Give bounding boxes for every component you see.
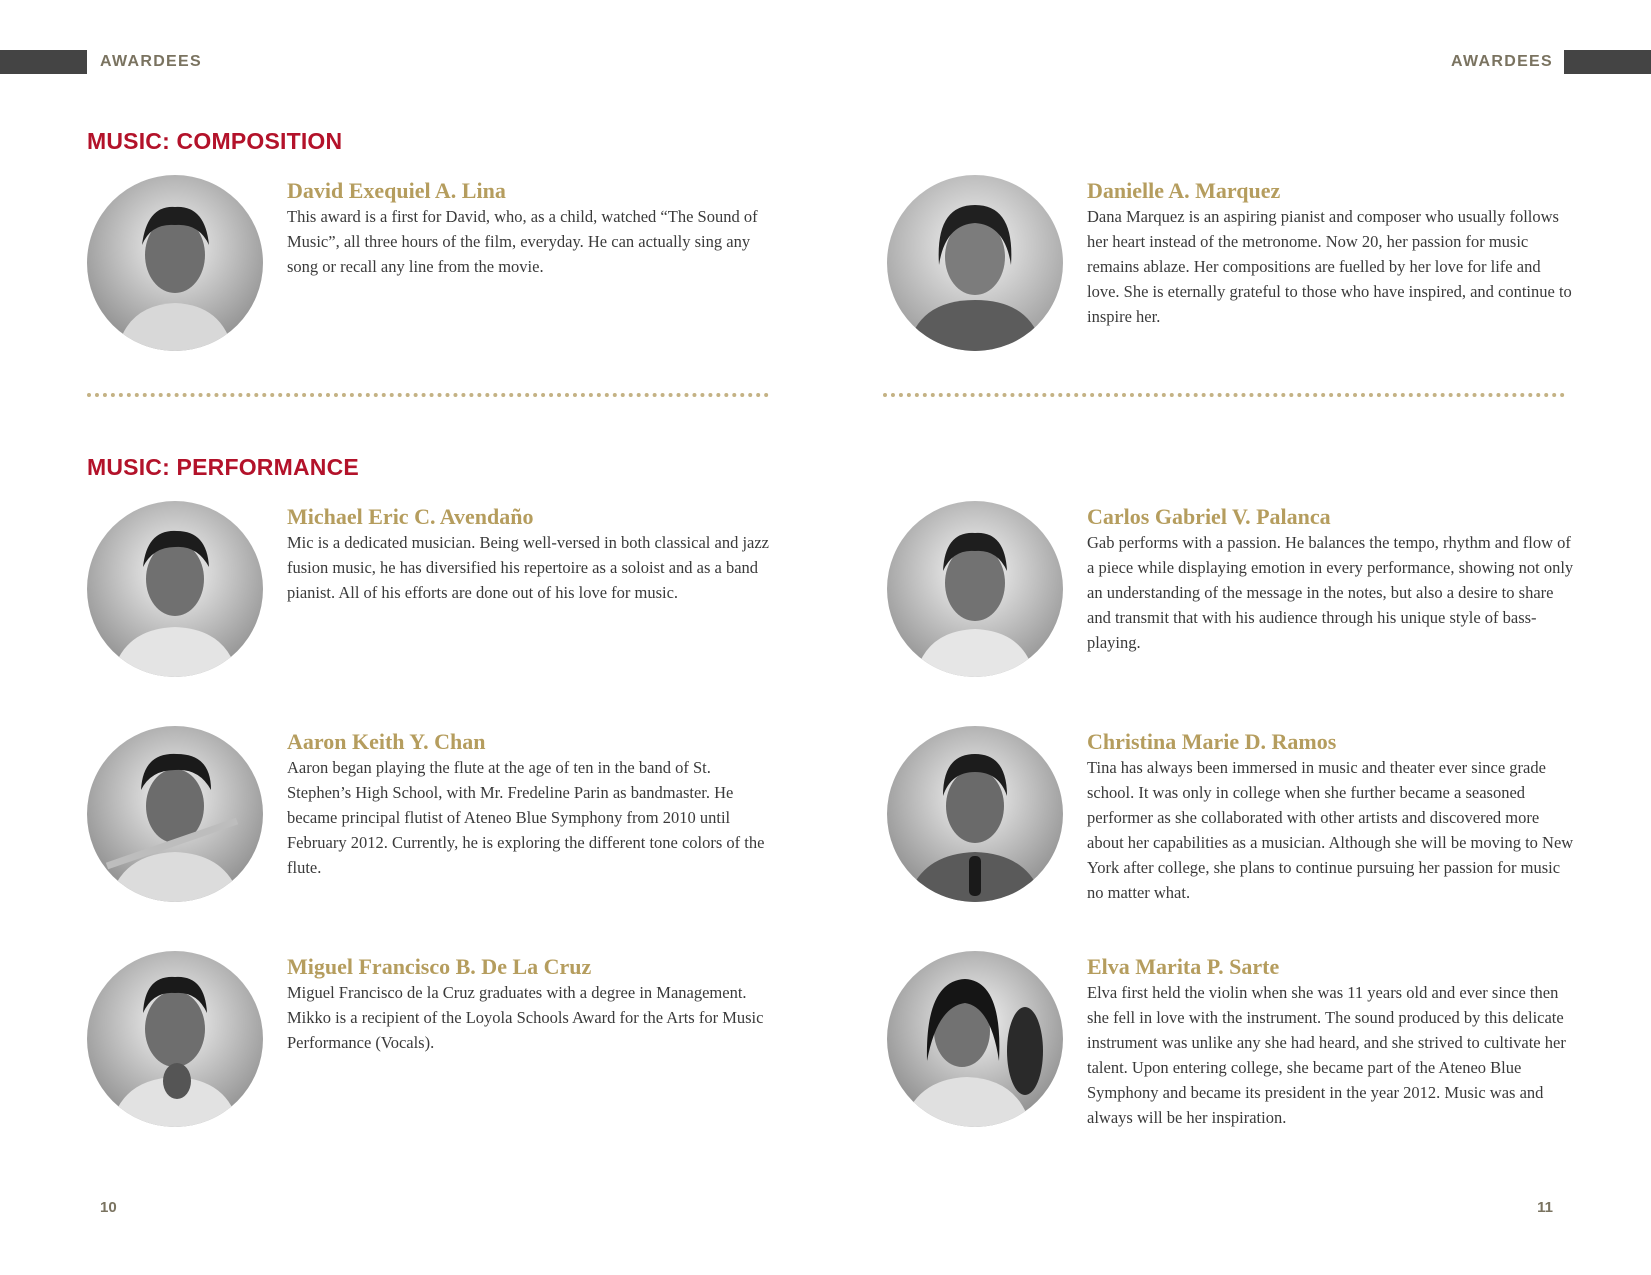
divider-left — [87, 393, 769, 399]
awardee-bio: Mic is a dedicated musician. Being well-versed in both classical and jazz fusion music, he has diversified his repertoire as a soloist and as a band pianist. All of his efforts are done out of his love for music. — [287, 533, 770, 602]
awardee-name: Christina Marie D. Ramos — [1087, 729, 1337, 754]
awardee-bio: Miguel Francisco de la Cruz graduates with a degree in Management. Mikko is a recipient of the Loyola Schools Award for the Arts for Music Performance (Vocals). — [287, 983, 764, 1052]
page-number-right: 11 — [1537, 1199, 1553, 1216]
portrait-photo — [87, 501, 263, 677]
divider-right — [883, 393, 1565, 399]
portrait-photo — [887, 951, 1063, 1127]
awardee-name: Danielle A. Marquez — [1087, 178, 1281, 203]
header-bar-left — [0, 50, 87, 74]
portrait-photo — [887, 175, 1063, 351]
running-head-right: AWARDEES — [1451, 53, 1553, 70]
awardee-name: David Exequiel A. Lina — [287, 178, 506, 203]
page-number-left: 10 — [100, 1199, 117, 1216]
awardee-name: Michael Eric C. Avendaño — [287, 504, 534, 529]
portrait-photo — [87, 175, 263, 351]
awardee-name: Aaron Keith Y. Chan — [287, 729, 486, 754]
awardee-name: Elva Marita P. Sarte — [1087, 954, 1280, 979]
awardee-name: Miguel Francisco B. De La Cruz — [287, 954, 592, 979]
awardee-bio: Dana Marquez is an aspiring pianist and composer who usually follows her heart instead of the metronome. Now 20, her passion for music remains ablaze. Her compositions are fuelled by her love for life and love. She is eternally grateful to those who have inspired, and continue to inspire her. — [1087, 207, 1572, 326]
section-title-performance: MUSIC: PERFORMANCE — [87, 454, 359, 480]
awardee-bio: Gab performs with a passion. He balances the tempo, rhythm and flow of a piece while displaying emotion in every performance, showing not only an understanding of the message in the notes, but also a desire to share and transmit that with his audience through his unique style of bass-playing. — [1087, 533, 1574, 652]
awardee-bio: This award is a first for David, who, as a child, watched “The Sound of Music”, all three hours of the film, everyday. He can actually sing any song or recall any line from the movie. — [287, 207, 758, 276]
portrait-photo — [887, 726, 1063, 902]
section-title-composition: MUSIC: COMPOSITION — [87, 128, 343, 154]
awardee-bio: Elva first held the violin when she was 11 years old and ever since then she fell in love with the instrument. The sound produced by this delicate instrument was unlike any she had heard, and she strived to cultivate her talent. Upon entering college, she became part of the Ateneo Blue Symphony and became its president in the year 2012. Music was and always will be her inspiration. — [1087, 983, 1566, 1127]
portrait-photo — [887, 501, 1063, 677]
portrait-photo — [87, 726, 263, 902]
running-head-left: AWARDEES — [100, 53, 202, 70]
header-bar-right — [1564, 50, 1651, 74]
awardee-bio: Tina has always been immersed in music and theater ever since grade school. It was only in college when she further became a seasoned performer as she collaborated with other artists and discovered more about her capabilities as a musician. Although she will be moving to New York after college, she plans to continue pursuing her passion for music no matter what. — [1087, 758, 1574, 902]
awardee-name: Carlos Gabriel V. Palanca — [1087, 504, 1331, 529]
portrait-photo — [87, 951, 263, 1127]
awardee-bio: Aaron began playing the flute at the age of ten in the band of St. Stephen’s High School, with Mr. Fredeline Parin as bandmaster. He became principal flutist of Ateneo Blue Symphony from 2010 until February 2012. Currently, he is exploring the different tone colors of the flute. — [287, 758, 765, 877]
